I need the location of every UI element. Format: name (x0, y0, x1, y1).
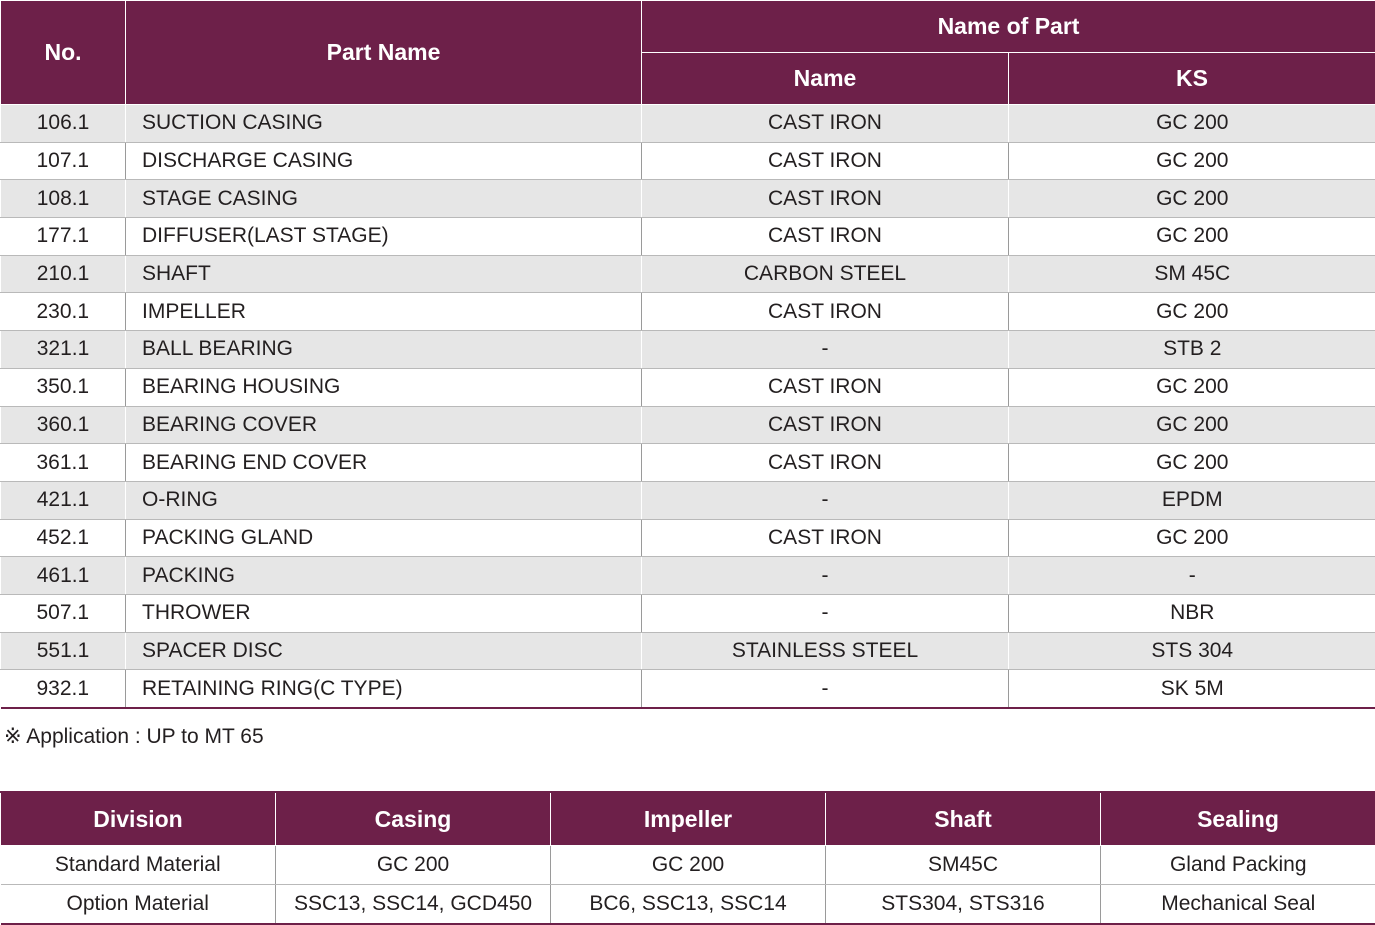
cell-no: 421.1 (1, 481, 126, 519)
material-cell: Option Material (1, 885, 276, 925)
cell-material: CAST IRON (642, 142, 1009, 180)
cell-material: CARBON STEEL (642, 255, 1009, 293)
material-cell: STS304, STS316 (826, 885, 1101, 925)
cell-material: - (642, 670, 1009, 708)
material-cell: GC 200 (276, 846, 551, 885)
cell-material: CAST IRON (642, 105, 1009, 143)
table-row (1, 444, 1375, 482)
cell-part-name: BALL BEARING (126, 331, 642, 369)
cell-part-name: SUCTION CASING (126, 105, 642, 143)
cell-part-name: SPACER DISC (126, 632, 642, 670)
cell-part-name: IMPELLER (126, 293, 642, 331)
material-cell: Standard Material (1, 846, 276, 885)
material-header-impeller: Impeller (551, 792, 826, 846)
table-row (1, 142, 1375, 180)
cell-material: - (642, 594, 1009, 632)
cell-ks: - (1009, 557, 1375, 595)
cell-no: 210.1 (1, 255, 126, 293)
cell-part-name: RETAINING RING(C TYPE) (126, 670, 642, 708)
cell-part-name: DIFFUSER(LAST STAGE) (126, 218, 642, 256)
table-row (1, 670, 1375, 708)
table-row (1, 180, 1375, 218)
cell-ks: GC 200 (1009, 368, 1375, 406)
table-row (1, 557, 1375, 595)
table-row (1, 594, 1375, 632)
table-row (1, 331, 1375, 369)
application-note: ※ Application : UP to MT 65 (4, 724, 264, 749)
cell-ks: GC 200 (1009, 444, 1375, 482)
cell-no: 108.1 (1, 180, 126, 218)
cell-ks: SK 5M (1009, 670, 1375, 708)
cell-material: CAST IRON (642, 519, 1009, 557)
cell-no: 106.1 (1, 105, 126, 143)
cell-no: 350.1 (1, 368, 126, 406)
material-cell: SM45C (826, 846, 1101, 885)
material-cell: BC6, SSC13, SSC14 (551, 885, 826, 925)
cell-ks: GC 200 (1009, 406, 1375, 444)
cell-material: CAST IRON (642, 293, 1009, 331)
table-row (1, 293, 1375, 331)
table-row (1, 885, 1375, 925)
table-row (1, 519, 1375, 557)
table-row (1, 218, 1375, 256)
cell-no: 932.1 (1, 670, 126, 708)
header-part-name: Part Name (126, 1, 642, 105)
cell-no: 230.1 (1, 293, 126, 331)
header-name: Name (642, 53, 1009, 105)
cell-part-name: BEARING HOUSING (126, 368, 642, 406)
cell-material: - (642, 481, 1009, 519)
cell-material: CAST IRON (642, 218, 1009, 256)
material-table (0, 791, 1375, 925)
cell-no: 177.1 (1, 218, 126, 256)
material-cell: GC 200 (551, 846, 826, 885)
cell-material: CAST IRON (642, 444, 1009, 482)
material-cell: Mechanical Seal (1101, 885, 1375, 925)
cell-material: CAST IRON (642, 406, 1009, 444)
table-row (1, 632, 1375, 670)
cell-no: 360.1 (1, 406, 126, 444)
cell-part-name: STAGE CASING (126, 180, 642, 218)
cell-part-name: BEARING COVER (126, 406, 642, 444)
table-row (1, 255, 1375, 293)
cell-no: 507.1 (1, 594, 126, 632)
table-row (1, 368, 1375, 406)
cell-material: CAST IRON (642, 368, 1009, 406)
cell-ks: STB 2 (1009, 331, 1375, 369)
material-header-shaft: Shaft (826, 792, 1101, 846)
table-row (1, 105, 1375, 143)
cell-material: STAINLESS STEEL (642, 632, 1009, 670)
cell-ks: GC 200 (1009, 142, 1375, 180)
cell-ks: GC 200 (1009, 218, 1375, 256)
cell-ks: GC 200 (1009, 180, 1375, 218)
table-row (1, 846, 1375, 885)
material-header-division: Division (1, 792, 276, 846)
cell-ks: GC 200 (1009, 519, 1375, 557)
table-row (1, 481, 1375, 519)
cell-ks: NBR (1009, 594, 1375, 632)
cell-ks: GC 200 (1009, 105, 1375, 143)
cell-no: 551.1 (1, 632, 126, 670)
header-no: No. (1, 1, 126, 105)
cell-ks: STS 304 (1009, 632, 1375, 670)
material-header-sealing: Sealing (1101, 792, 1375, 846)
material-cell: SSC13, SSC14, GCD450 (276, 885, 551, 925)
cell-material: CAST IRON (642, 180, 1009, 218)
cell-ks: EPDM (1009, 481, 1375, 519)
cell-material: - (642, 331, 1009, 369)
cell-ks: SM 45C (1009, 255, 1375, 293)
header-name-of-part: Name of Part (642, 1, 1375, 53)
table-row (1, 406, 1375, 444)
cell-part-name: DISCHARGE CASING (126, 142, 642, 180)
cell-ks: GC 200 (1009, 293, 1375, 331)
cell-no: 321.1 (1, 331, 126, 369)
cell-part-name: BEARING END COVER (126, 444, 642, 482)
header-ks: KS (1009, 53, 1375, 105)
cell-part-name: PACKING (126, 557, 642, 595)
cell-no: 107.1 (1, 142, 126, 180)
cell-no: 452.1 (1, 519, 126, 557)
material-header-casing: Casing (276, 792, 551, 846)
cell-no: 361.1 (1, 444, 126, 482)
cell-part-name: THROWER (126, 594, 642, 632)
cell-material: - (642, 557, 1009, 595)
cell-part-name: PACKING GLAND (126, 519, 642, 557)
cell-no: 461.1 (1, 557, 126, 595)
cell-part-name: O-RING (126, 481, 642, 519)
material-cell: Gland Packing (1101, 846, 1375, 885)
cell-part-name: SHAFT (126, 255, 642, 293)
